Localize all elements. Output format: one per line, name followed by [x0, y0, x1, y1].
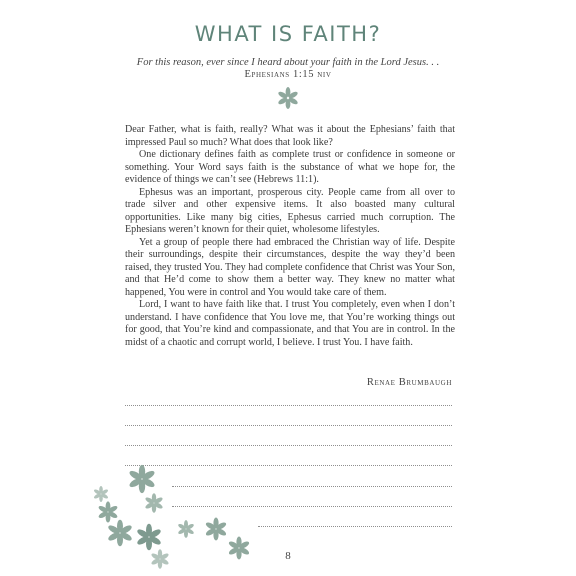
flower-ornament-icon — [275, 85, 301, 111]
scripture-reference: Ephesians 1:15 niv — [244, 69, 332, 80]
author-name: Renae Brumbaugh — [366, 377, 452, 388]
flower-icon — [176, 519, 196, 539]
flower-icon — [105, 518, 135, 548]
paragraph: Dear Father, what is faith, really? What was it about the Ephesians’ faith that impressed Paul so much? What does that look like? — [125, 124, 455, 148]
page-number: 8 — [285, 550, 291, 562]
devotional-body — [125, 124, 455, 349]
journal-line[interactable] — [258, 526, 452, 527]
flower-icon — [126, 463, 158, 495]
journal-line[interactable] — [125, 465, 452, 466]
journal-line[interactable] — [172, 506, 452, 507]
journal-line[interactable] — [125, 425, 452, 426]
journal-line[interactable] — [125, 445, 452, 446]
paragraph: Lord, I want to have faith like that. I trust You completely, even when I don’t understand. I have confidence that You love me, that You’re working things out for good, that You’re kind and compassionate, and that You are in control. In the midst of a chaotic and corrupt world, I believe. I trust You. I have faith. — [125, 299, 455, 348]
flower-icon — [143, 492, 165, 514]
journal-line[interactable] — [172, 486, 452, 487]
paragraph: Yet a group of people there had embraced the Christian way of life. Despite their surroundings, despite their circumstances, despite the way they’d been raised, they trusted You. They had complete confidence that Christ was Your Son, and that He’d come to show them a better way. They knew no matter what happened, You were in control and You would take care of them. — [125, 236, 455, 298]
paragraph: One dictionary defines faith as complete trust or confidence in someone or something. Your Word says faith is the substance of what we hope for, the evidence of things we can’t see (Hebrews 11:1). — [125, 149, 455, 185]
paragraph: Ephesus was an important, prosperous city. People came from all over to trade silver and other expensive items. It also boasted many cultural opportunities. Like many big cities, Ephesus carried much corruption. The Ephesians weren’t known for their quiet, wholesome lifestyles. — [125, 186, 455, 235]
scripture-verse: For this reason, ever since I heard about your faith in the Lord Jesus. . . — [136, 57, 440, 68]
journal-line[interactable] — [125, 405, 452, 406]
page-title: WHAT IS FAITH? — [194, 22, 382, 46]
